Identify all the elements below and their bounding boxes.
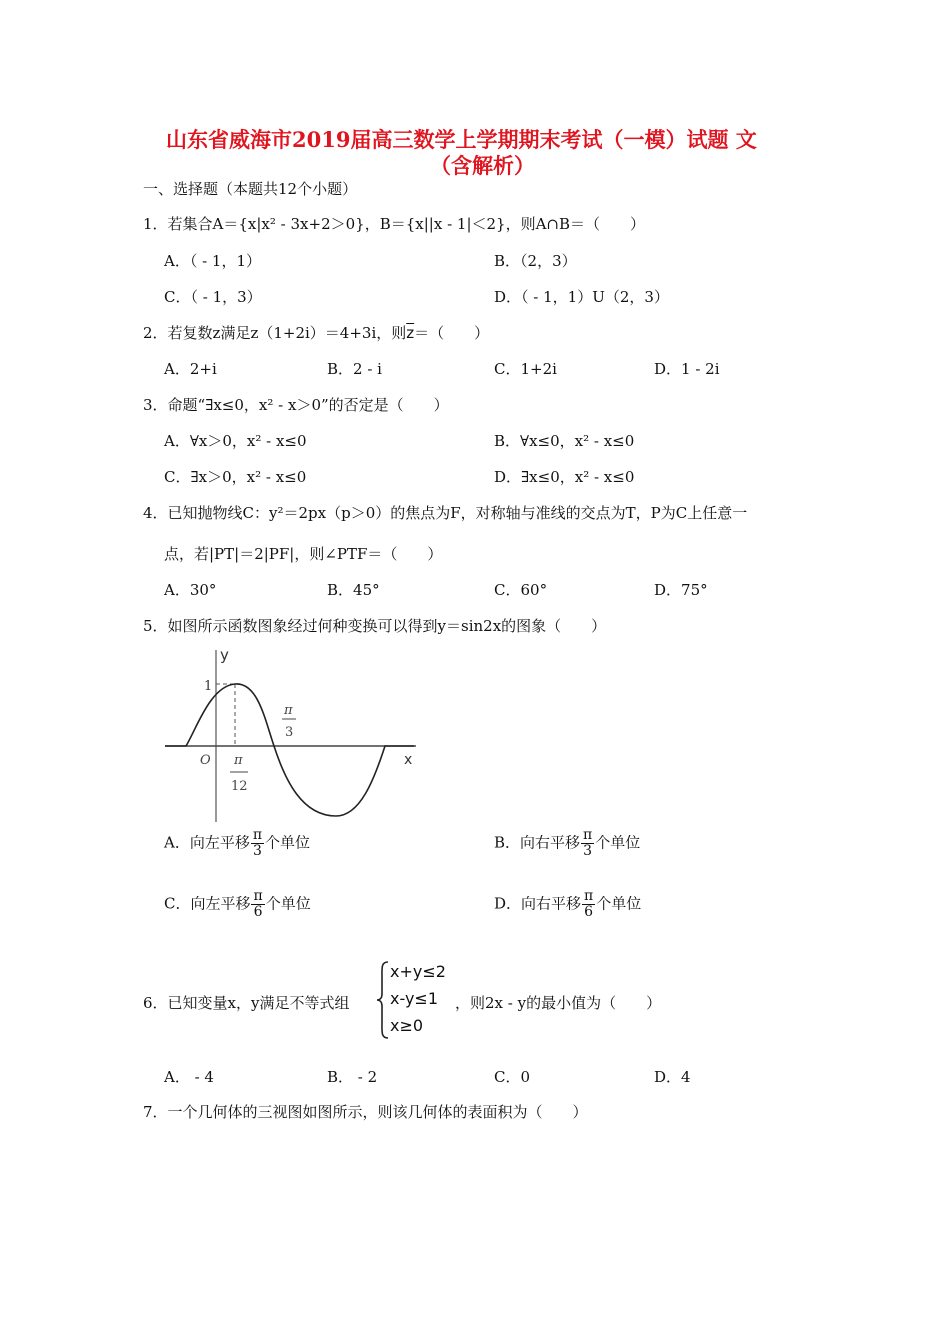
q4-option-d: D．75° <box>654 581 708 599</box>
q5-option-d-post: 个单位 <box>596 894 642 913</box>
q6-stem-pre: 6．已知变量x，y满足不等式组 <box>143 994 350 1012</box>
q2-zbar: $\overline{z}$ <box>406 324 415 342</box>
q2-option-d: D．1 - 2i <box>654 360 720 378</box>
q4-option-a: A．30° <box>164 581 217 599</box>
q1-option-d: D．（ - 1，1）U（2，3） <box>494 288 669 306</box>
q1-stem-sets: A＝{x|x² - 3x+2＞0}，B＝{x||x - 1|＜2}，则A∩B＝（ ） <box>212 215 646 233</box>
q3-stem: 3．命题“∃x≤0，x² - x＞0”的否定是（ ） <box>143 396 449 414</box>
q5-stem: 5．如图所示函数图象经过何种变换可以得到y＝sin2x的图象（ ） <box>143 617 607 635</box>
q5-function-graph <box>160 640 430 825</box>
q3-option-c: C．∃x＞0，x² - x≤0 <box>164 468 307 486</box>
frac-den: 3 <box>252 843 262 859</box>
q4-option-b: B．45° <box>327 581 380 599</box>
q1-option-b: B．（2，3） <box>494 252 577 270</box>
q2-option-a: A．2+i <box>164 360 217 378</box>
q5-option-c <box>164 889 311 920</box>
pi-over-3-den: 3 <box>285 725 294 740</box>
q6-system-line3: x≥0 <box>390 1016 424 1035</box>
doc-title-line2: （含解析） <box>430 153 535 178</box>
q6-option-d: D．4 <box>654 1068 691 1086</box>
q2-stem-text: 2．若复数z满足z（1+2i）＝4+3i，则 <box>143 324 407 342</box>
q6-stem-post: ，则2x - y的最小值为（ ） <box>455 994 662 1012</box>
frac-num: π <box>253 888 263 904</box>
q5-option-a-fraction <box>251 828 264 859</box>
q1-stem-prefix: 1．若集合 <box>143 215 213 233</box>
frac-den: 6 <box>584 904 594 920</box>
q5-option-c-pre: C．向左平移 <box>164 894 251 913</box>
frac-num: π <box>584 888 594 904</box>
q5-option-a-pre: A．向左平移 <box>164 833 250 852</box>
q2-option-b: B．2 - i <box>327 360 382 378</box>
q2-stem-tail: ＝（ ） <box>414 324 490 342</box>
frac-den: 6 <box>253 904 263 920</box>
frac-den: 3 <box>583 843 593 859</box>
q5-option-d-fraction <box>582 889 595 920</box>
q2-option-c: C．1+2i <box>494 360 557 378</box>
q4-stem-line2: 点，若|PT|＝2|PF|，则∠PTF＝（ ） <box>164 545 443 563</box>
pi-over-3-num: π <box>284 703 293 718</box>
q5-option-d <box>494 889 641 920</box>
section-heading: 一、选择题（本题共12个小题） <box>143 180 358 198</box>
frac-num: π <box>583 827 593 843</box>
graph-one-label: 1 <box>204 679 213 694</box>
q4-option-c: C．60° <box>494 581 548 599</box>
q5-option-c-fraction <box>251 889 264 920</box>
q5-option-c-post: 个单位 <box>265 894 311 913</box>
q5-option-a-post: 个单位 <box>265 833 311 852</box>
pi-over-12-den: 12 <box>231 779 248 794</box>
q3-option-d: D．∃x≤0，x² - x≤0 <box>494 468 635 486</box>
q5-option-b-post: 个单位 <box>595 833 641 852</box>
q5-option-b-pre: B．向右平移 <box>494 833 581 852</box>
q2-stem <box>143 322 489 343</box>
graph-x-label: x <box>404 752 413 768</box>
q6-system-line1: x+y≤2 <box>390 962 446 981</box>
q7-stem: 7．一个几何体的三视图如图所示，则该几何体的表面积为（ ） <box>143 1103 588 1121</box>
pi-over-12-num: π <box>234 753 243 768</box>
q6-system-line2: x-y≤1 <box>390 989 439 1008</box>
q5-option-d-pre: D．向右平移 <box>494 894 582 913</box>
q6-option-b: B． - 2 <box>327 1068 378 1086</box>
q5-option-b <box>494 828 640 859</box>
q1-option-a: A．（ - 1，1） <box>164 252 262 270</box>
graph-y-label: y <box>220 646 229 664</box>
q6-option-a: A． - 4 <box>164 1068 214 1086</box>
q6-brace <box>376 960 390 1040</box>
q5-option-a <box>164 828 310 859</box>
doc-title-line1: 山东省威海市2019届高三数学上学期期末考试（一模）试题 文 <box>166 127 757 152</box>
graph-origin-label: O <box>200 753 211 768</box>
q5-option-b-fraction <box>581 828 594 859</box>
q3-option-a: A．∀x＞0，x² - x≤0 <box>164 432 307 450</box>
q6-option-c: C．0 <box>494 1068 531 1086</box>
frac-num: π <box>252 827 263 843</box>
q4-stem-line1: 4．已知抛物线C：y²＝2px（p＞0）的焦点为F，对称轴与准线的交点为T，P为C上任意一 <box>143 504 748 522</box>
q1-stem <box>143 213 645 234</box>
q1-option-c: C．（ - 1，3） <box>164 288 262 306</box>
q3-option-b: B．∀x≤0，x² - x≤0 <box>494 432 635 450</box>
